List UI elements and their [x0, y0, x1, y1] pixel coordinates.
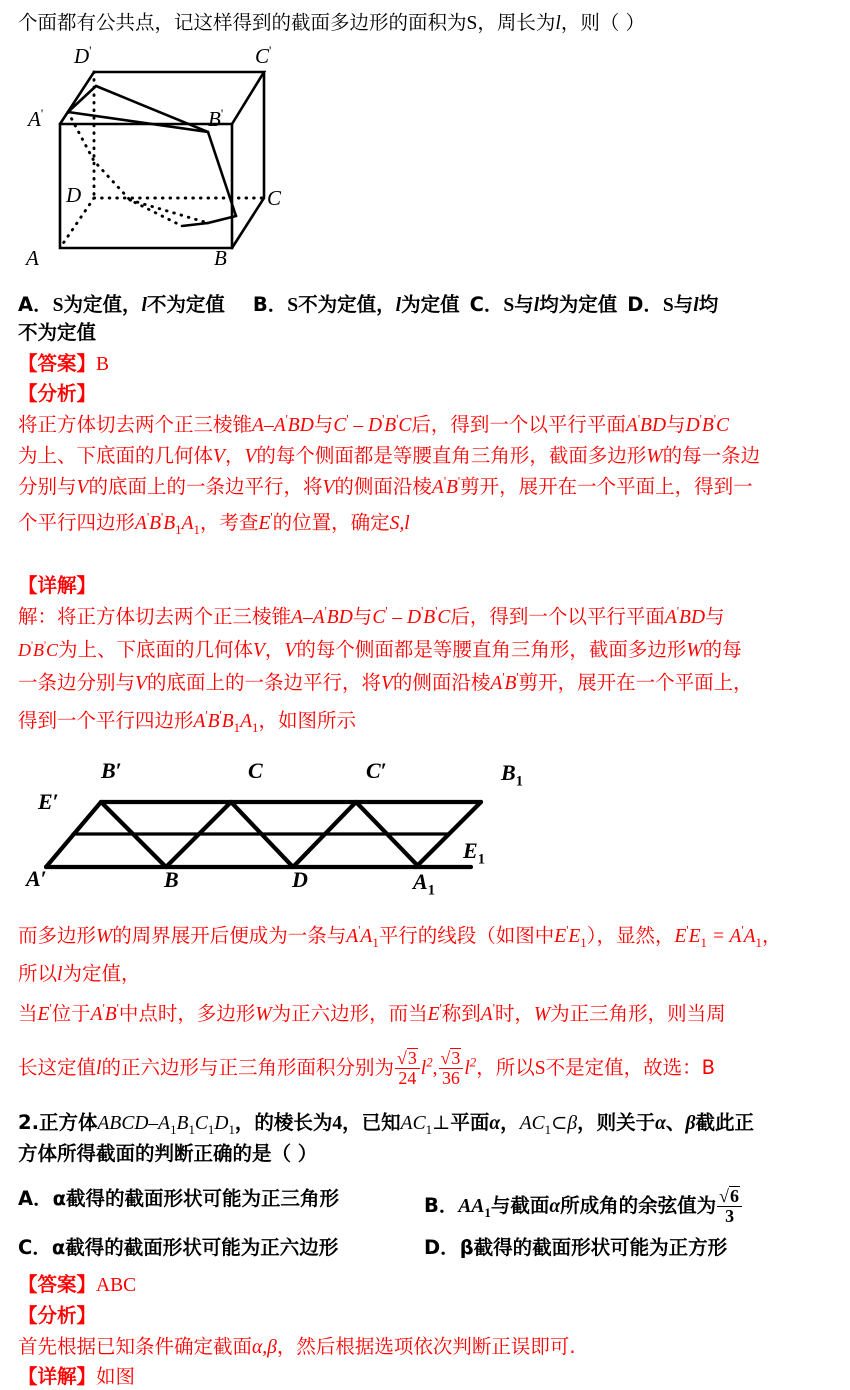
analysis-line-4: 个平行四边形$A'B'B_1A_1$，考查E'的位置，确定S,l	[18, 510, 410, 537]
conclusion-line-3: 当E'位于A'B'中点时，多边形W为正六边形，而当E'称到A'时，W为正三角形，则当周	[18, 1001, 726, 1025]
problem2-option-B: B．$AA_1$与截面α所成角的余弦值为 $\frac{√6}{3}$	[424, 1186, 743, 1226]
para-label-C: C	[248, 758, 263, 783]
p2-option-C-key[interactable]: C．	[18, 1236, 52, 1259]
option-A-t2: 为定值，	[63, 293, 142, 316]
cube-label-C: C	[267, 186, 282, 210]
para-label-B1: $B_1$	[501, 760, 523, 790]
para-label-B: B	[164, 867, 179, 892]
answer-value-2: ABC	[96, 1275, 137, 1296]
option-C-l: l	[533, 295, 540, 316]
para-label-A-prime: A′	[26, 866, 47, 891]
option-D-l: l	[693, 295, 699, 316]
problem2-option-A	[18, 1186, 339, 1212]
para-label-D: D	[292, 867, 308, 892]
option-B-l: l	[395, 295, 402, 316]
detail-row-2	[18, 1364, 135, 1390]
option-D-t4: 均	[698, 293, 719, 316]
cube-label-A-prime: A'	[28, 106, 44, 131]
analysis-line-2: 为上、下底面的几何体V，V的每个侧面都是等腰直角三角形，截面多边形W的每一条边	[18, 444, 761, 467]
analysis-line-1: 将正方体切去两个正三棱锥A–A'BD与C' – D'B'C后，得到一个以平行平面A'BD与D'B'C	[18, 412, 729, 436]
problem2-number: 2.	[18, 1111, 39, 1134]
answer-label-1: 【答案】	[18, 352, 97, 375]
stem-var-l: l	[555, 13, 561, 34]
para-label-E-prime: E′	[38, 789, 59, 814]
p2-option-A-key[interactable]: A．	[18, 1187, 53, 1210]
option-A-s: S	[52, 295, 64, 316]
analysis-text-2: 首先根据已知条件确定截面α,β，然后根据选项依次判断正误即可.	[18, 1335, 576, 1358]
detail-label-2: 【详解】	[18, 1365, 97, 1388]
problem1-stem	[18, 10, 645, 36]
stem-part-3: ，则（ ）	[560, 11, 646, 34]
parallelogram-svg	[16, 762, 536, 897]
p2-option-D-key[interactable]: D．	[424, 1236, 460, 1259]
problem1-options-wrap: 不为定值	[18, 321, 97, 344]
hexagon-area-fraction: $\frac{√3}{24}$	[395, 1048, 420, 1088]
p2-option-A-text: α截得的截面形状可能为正三角形	[52, 1187, 339, 1210]
triangle-area-fraction: $\frac{√3}{36}$	[439, 1048, 464, 1088]
para-label-E1: $E_1$	[463, 838, 485, 868]
option-C-key[interactable]: C．	[469, 293, 504, 316]
option-B-t4: 为定值	[401, 293, 460, 316]
cube-label-D: D	[66, 183, 82, 207]
option-D-s: S	[662, 295, 674, 316]
detail-line-1: 解：将正方体切去两个正三棱锥A–A'BD与C' – D'B'C后，得到一个以平行平面A'BD与	[18, 604, 725, 628]
problem2-option-C	[18, 1235, 338, 1261]
detail-line-2: D'B'C为上、下底面的几何体V，V的每个侧面都是等腰直角三角形，截面多边形W的每	[18, 638, 742, 661]
cube-label-D-prime-top: D'	[74, 43, 92, 68]
conclusion-line-4: 长这定值l的正六边形与正三角形面积分别为 $\frac{√3}{24}$ $l^2$, $\frac{√3}{36}$ $l^2$，所以S不是定值，故选：B	[18, 1048, 715, 1088]
p2-option-C-text: α截得的截面形状可能为正六边形	[51, 1236, 339, 1259]
option-B-s: S	[287, 295, 299, 316]
p2-option-D-text: β截得的截面形状可能为正方形	[459, 1236, 728, 1259]
answer-label-2: 【答案】	[18, 1273, 97, 1296]
conclusion-line-2: 所以l为定值，	[18, 962, 141, 985]
unfolded-parallelogram-diagram	[16, 758, 536, 899]
option-C-s: S	[503, 295, 515, 316]
p2-option-B-key[interactable]: B．	[424, 1193, 459, 1217]
problem2-option-D	[424, 1235, 727, 1261]
para-label-A1: $A_1$	[413, 869, 435, 899]
problem1-answer-row	[18, 351, 109, 377]
cube-svg	[12, 48, 282, 278]
cube-label-B-prime: B'	[208, 106, 224, 131]
detail-line-3: 一条边分别与V的底面上的一条边平行，将V的侧面沿棱A'B'剪开，展开在一个平面上，	[18, 670, 753, 694]
cos-value-fraction: $\frac{√6}{3}$	[717, 1186, 742, 1226]
cube-label-C-prime: C'	[255, 43, 272, 68]
answer-value-1: B	[96, 354, 110, 375]
problem1-options-row	[18, 292, 718, 318]
problem2-stem-line2: 方体所得截面的判断正确的是（ ）	[18, 1142, 318, 1165]
problem2-answer-row	[18, 1272, 136, 1298]
cube-label-A: A	[26, 246, 39, 270]
cube-label-B: B	[214, 246, 227, 270]
option-B-key[interactable]: B．	[252, 293, 288, 316]
option-C-t2: 与	[514, 293, 534, 316]
option-D-t2: 与	[673, 293, 694, 316]
stem-part-1: 个面都有公共点，记这样得到的截面多边形的面积为	[18, 11, 467, 34]
stem-part-2: ，周长为	[477, 11, 556, 34]
analysis-label-2: 【分析】	[18, 1304, 97, 1327]
analysis-label-1: 【分析】	[18, 382, 97, 405]
option-A-key[interactable]: A．	[18, 293, 53, 316]
option-A-l: l	[141, 295, 147, 316]
analysis-line-3: 分别与V的底面上的一条边平行，将V的侧面沿棱A'B'剪开，展开在一个平面上，得到一	[18, 474, 753, 498]
detail-line-4: 得到一个平行四边形$A'B'B_1A_1$，如图所示	[18, 708, 356, 735]
option-B-t2: 不为定值，	[298, 293, 396, 316]
cube-cross-section-diagram	[12, 43, 282, 278]
detail-label-1: 【详解】	[18, 574, 97, 597]
conclusion-line-1: 而多边形W的周界展开后便成为一条与$A'A_1$平行的线段（如图中$E'E_1$），显然，$E'E_1 = A'A_1$，	[18, 923, 782, 950]
stem-var-s: S	[466, 13, 478, 34]
option-A-t4: 不为定值	[146, 293, 225, 316]
detail-text-2: 如图	[96, 1365, 136, 1388]
para-label-C-prime: C′	[366, 758, 387, 783]
option-D-key[interactable]: D．	[627, 293, 663, 316]
problem2-stem-line1: 2.正方体ABCD–$A_1B_1C_1D_1$，的棱长为4，已知$AC_1\perp$平面α，$AC_1\subset\beta$，则关于α、β截此正	[18, 1111, 754, 1137]
para-label-B-prime: B′	[101, 758, 122, 783]
option-C-t4: 均为定值	[539, 293, 618, 316]
